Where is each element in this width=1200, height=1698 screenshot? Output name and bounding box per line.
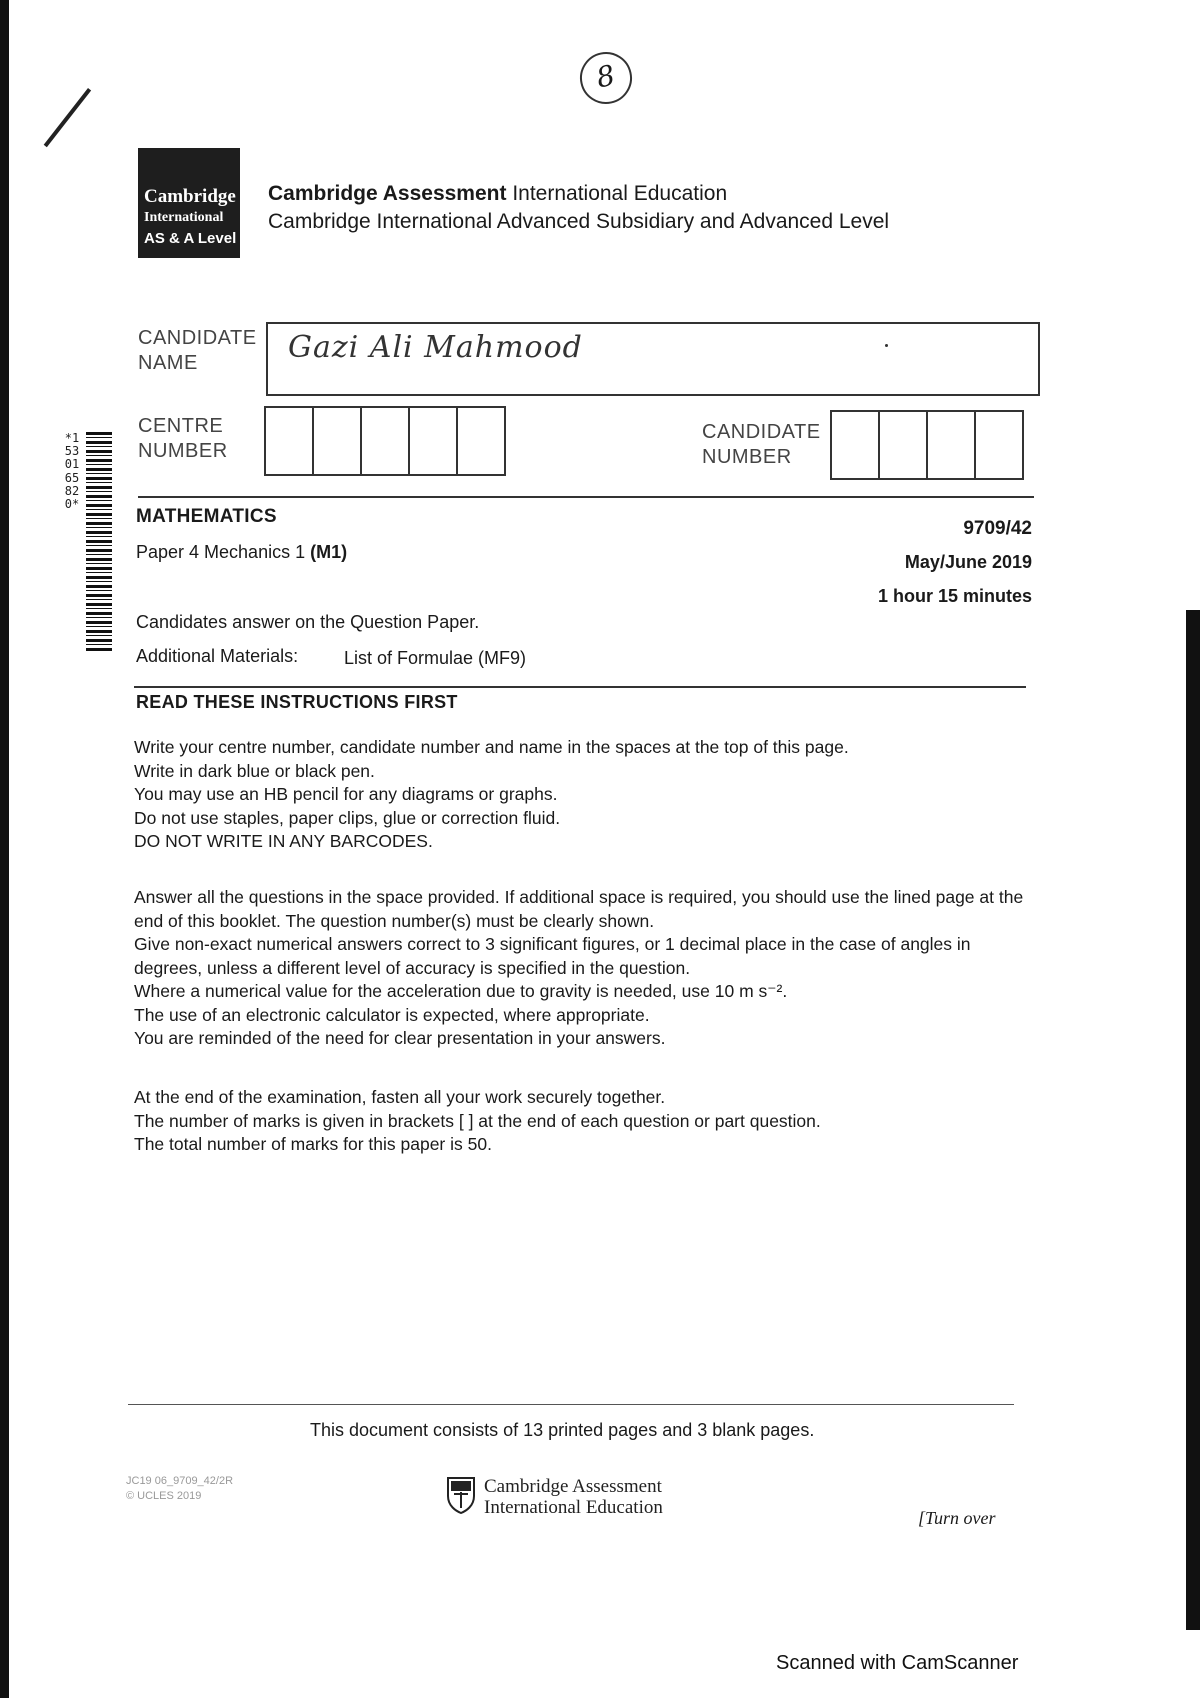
cambridge-crest-icon (446, 1476, 476, 1514)
header-qualification: Cambridge International Advanced Subsidiary and Advanced Level (268, 210, 890, 233)
instructions-heading: READ THESE INSTRUCTIONS FIRST (136, 692, 458, 712)
materials-label: Additional Materials: (136, 646, 299, 666)
instruction-line: Write in dark blue or black pen. (134, 760, 375, 781)
centre-number-cell[interactable] (408, 406, 458, 476)
candidate-name-label-line1: CANDIDATE (138, 327, 257, 349)
instruction-line: You are reminded of the need for clear presentation in your answers. (134, 1028, 666, 1048)
centre-number-cell[interactable] (456, 406, 506, 476)
cambridge-logo (138, 148, 240, 258)
candidate-name-value: Gazi Ali Mahmood (288, 330, 583, 365)
instructions-block-2 (134, 886, 1034, 1051)
instruction-line: Give non-exact numerical answers correct to 3 significant figures, or 1 decimal place in the case of angles in degrees, unless a different level of accuracy is specified in the question. (134, 934, 971, 978)
logo-line-3: AS & A Level (144, 230, 237, 247)
instruction-line: You may use an HB pencil for any diagrams or graphs. (134, 784, 558, 804)
barcode-bars (86, 432, 112, 652)
handwritten-page-number: 8 (575, 47, 637, 109)
stray-dot (885, 344, 888, 347)
scan-edge-left (0, 0, 9, 1698)
instruction-line: Do not use staples, paper clips, glue or correction fluid. (134, 807, 561, 828)
centre-number-label-line1: CENTRE (138, 415, 224, 437)
centre-number-field (266, 406, 506, 476)
candidate-name-field[interactable] (266, 322, 1040, 396)
divider (138, 496, 1034, 498)
scan-edge-right (1186, 610, 1200, 1630)
header-org-bold: Cambridge Assessment (268, 182, 507, 205)
instructions-block-3 (134, 1086, 1034, 1157)
candidate-number-label-line1: CANDIDATE (702, 421, 821, 443)
footer-org-line1: Cambridge Assessment (484, 1476, 662, 1497)
instruction-line: At the end of the examination, fasten all your work securely together. (134, 1087, 666, 1107)
turn-over-text: [Turn over (918, 1508, 996, 1528)
footer-divider (128, 1404, 1014, 1405)
candidate-number-field (832, 410, 1024, 480)
instruction-line: Answer all the questions in the space provided. If additional space is required, you should use the lined page at the end of this booklet. The question number(s) must be clearly shown. (134, 887, 1024, 931)
instruction-line: DO NOT WRITE IN ANY BARCODES. (134, 831, 433, 851)
logo-line-2: International (144, 210, 224, 225)
instructions-block-1 (134, 736, 1034, 854)
centre-number-label (138, 414, 248, 464)
centre-number-cell[interactable] (264, 406, 314, 476)
candidate-number-cell[interactable] (974, 410, 1024, 480)
exam-duration: 1 hour 15 minutes (877, 586, 1032, 606)
instruction-line: Where a numerical value for the acceleration due to gravity is needed, use 10 m s⁻². (134, 981, 788, 1001)
barcode (62, 432, 116, 652)
barcode-digits: *1530165820* (64, 431, 80, 512)
candidate-number-cell[interactable] (926, 410, 976, 480)
candidate-number-label-line2: NUMBER (702, 446, 792, 468)
exam-subject: MATHEMATICS (136, 506, 277, 527)
centre-number-cell[interactable] (360, 406, 410, 476)
footer-organisation (484, 1476, 663, 1518)
footer-copyright: © UCLES 2019 (126, 1490, 202, 1502)
pen-mark (44, 88, 91, 147)
candidate-name-label-line2: NAME (138, 352, 198, 374)
footer-ref-code: JC19 06_9709_42/2R (126, 1475, 234, 1487)
candidate-number-cell[interactable] (830, 410, 880, 480)
instruction-line: The number of marks is given in brackets [ ] at the end of each question or part question. (134, 1110, 821, 1131)
instruction-line: Write your centre number, candidate number and name in the spaces at the top of this page. (134, 737, 849, 757)
instruction-line: The total number of marks for this paper is 50. (134, 1134, 492, 1154)
answer-on-text: Candidates answer on the Question Paper. (136, 612, 480, 632)
logo-line-1: Cambridge (144, 186, 236, 207)
header-organisation (268, 182, 727, 206)
candidate-name-label (138, 326, 258, 376)
centre-number-cell[interactable] (312, 406, 362, 476)
exam-paper-code: (M1) (310, 542, 348, 562)
candidate-number-label (702, 420, 822, 470)
exam-code: 9709/42 (963, 518, 1032, 539)
document-info: This document consists of 13 printed pages and 3 blank pages. (310, 1420, 815, 1440)
centre-number-label-line2: NUMBER (138, 440, 228, 462)
header-org-rest: International Education (506, 182, 728, 205)
divider (134, 686, 1026, 688)
footer-reference (126, 1474, 233, 1504)
exam-paper (136, 542, 347, 563)
instruction-line: The use of an electronic calculator is expected, where appropriate. (134, 1004, 650, 1025)
exam-paper-name: Paper 4 Mechanics 1 (136, 542, 311, 562)
exam-session: May/June 2019 (904, 552, 1032, 572)
footer-org-line2: International Education (484, 1497, 663, 1518)
scanner-watermark: Scanned with CamScanner (776, 1652, 1019, 1674)
materials-value: List of Formulae (MF9) (344, 648, 527, 668)
candidate-number-cell[interactable] (878, 410, 928, 480)
